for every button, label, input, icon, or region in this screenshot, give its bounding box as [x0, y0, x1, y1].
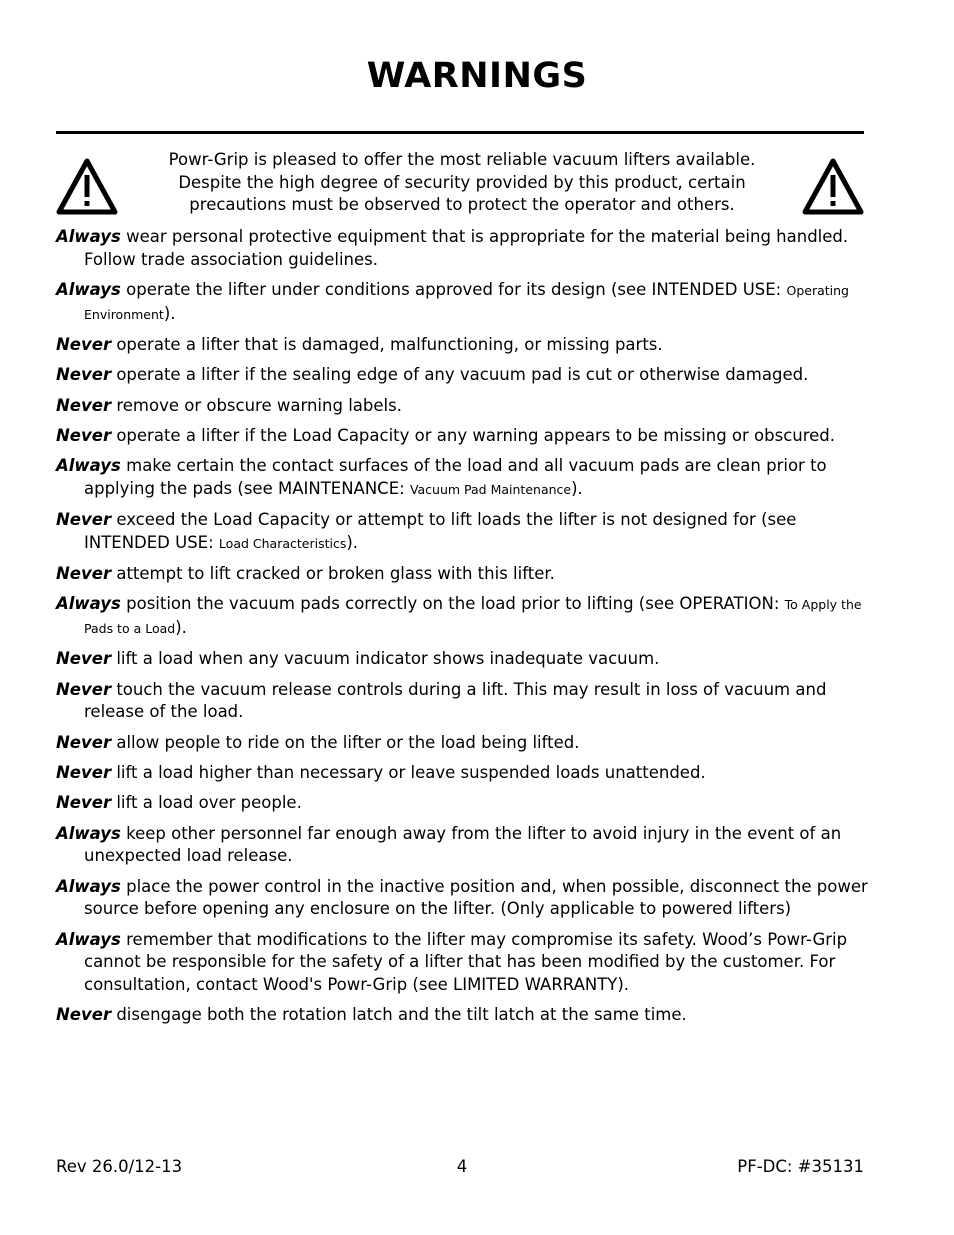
- warning-text: allow people to ride on the lifter or the load being lifted.: [111, 732, 580, 752]
- warning-keyword: Always: [56, 594, 121, 614]
- warning-item: [56, 679, 871, 724]
- warning-item: [56, 509, 871, 555]
- warning-item: [56, 455, 871, 501]
- warning-keyword: Never: [56, 1005, 112, 1025]
- warning-text: exceed the Load Capacity or attempt to lift loads the lifter is not designed for (see INTENDED USE:: [84, 510, 797, 552]
- warning-text: lift a load when any vacuum indicator shows inadequate vacuum.: [111, 649, 660, 669]
- warning-text: remember that modifications to the lifter may compromise its safety. Wood’s Powr-Grip cannot be responsible for the safety of a lifter that has been modified by the customer. For consultation, contact Wood's Powr-Grip (see LIMITED WARRANTY).: [84, 929, 848, 995]
- warning-item: [56, 593, 871, 640]
- warning-item: [56, 279, 871, 326]
- warning-item: [56, 792, 871, 815]
- intro-text: [150, 149, 774, 217]
- warning-keyword: Never: [56, 679, 112, 699]
- warning-keyword: Never: [56, 335, 112, 354]
- warning-list: [56, 226, 871, 1035]
- footer-revision: Rev 26.0/12-13: [56, 1157, 183, 1176]
- warning-item: [56, 226, 871, 271]
- warning-keyword: Never: [56, 425, 112, 445]
- warning-text: keep other personnel far enough away from the lifter to avoid injury in the event of an unexpected load release.: [84, 823, 842, 866]
- intro-line: Despite the high degree of security provided by this product, certain: [178, 172, 746, 192]
- warning-text: touch the vacuum release controls during a lift. This may result in loss of vacuum and release of the load.: [84, 679, 827, 722]
- warning-item: [56, 762, 871, 785]
- warning-item: [56, 648, 871, 671]
- warning-item: [56, 425, 871, 448]
- warning-keyword: Never: [56, 510, 112, 530]
- intro-line: Powr-Grip is pleased to offer the most reliable vacuum lifters available.: [168, 150, 756, 169]
- warning-keyword: Never: [56, 793, 112, 813]
- warning-item: [56, 395, 871, 418]
- warning-text: place the power control in the inactive position and, when possible, disconnect the power source before opening any enclosure on the lifter. (Only applicable to powered lifters): [84, 876, 868, 919]
- warning-item: [56, 929, 871, 997]
- warning-text: operate the lifter under conditions approved for its design (see INTENDED USE:: [120, 280, 787, 299]
- warning-item: [56, 334, 871, 357]
- warning-text: lift a load over people.: [111, 793, 302, 813]
- warning-text: remove or obscure warning labels.: [111, 395, 402, 415]
- intro-line: precautions must be observed to protect the operator and others.: [189, 195, 735, 215]
- warning-text: disengage both the rotation latch and the tilt latch at the same time.: [111, 1005, 687, 1025]
- title-divider: [56, 131, 864, 134]
- warning-triangle-icon: [55, 157, 119, 217]
- warning-keyword: Always: [56, 823, 121, 843]
- footer-doc-id: PF-DC: #35131: [737, 1157, 864, 1176]
- warning-item: [56, 823, 871, 868]
- warning-text: lift a load higher than necessary or leave suspended loads unattended.: [111, 763, 706, 783]
- section-reference: To Apply the Pads to a Load: [84, 597, 862, 637]
- warning-text: operate a lifter if the sealing edge of any vacuum pad is cut or otherwise damaged.: [111, 365, 809, 385]
- warning-keyword: Never: [56, 395, 112, 415]
- warning-item: [56, 364, 871, 387]
- warning-text: operate a lifter that is damaged, malfunctioning, or missing parts.: [111, 335, 663, 354]
- warning-text: position the vacuum pads correctly on the load prior to lifting (see OPERATION:: [120, 594, 785, 614]
- warning-keyword: Always: [56, 929, 121, 949]
- section-reference: Load Characteristics: [218, 535, 347, 551]
- warning-text-tail: ).: [571, 478, 583, 498]
- warning-keyword: Never: [56, 649, 112, 669]
- warning-text: make certain the contact surfaces of the load and all vacuum pads are clean prior to applying the pads (see MAINTENANCE:: [84, 456, 827, 498]
- warning-text: operate a lifter if the Load Capacity or any warning appears to be missing or obscured.: [111, 425, 836, 445]
- page-title: WARNINGS: [366, 56, 588, 96]
- warning-text-tail: ).: [175, 618, 187, 638]
- warning-text: wear personal protective equipment that is appropriate for the material being handled. Follow trade association guidelines.: [84, 227, 849, 269]
- warning-keyword: Always: [56, 280, 121, 299]
- warning-text-tail: ).: [346, 532, 359, 552]
- warning-keyword: Never: [56, 564, 112, 584]
- footer-page-number: 4: [456, 1157, 468, 1176]
- warning-text: attempt to lift cracked or broken glass with this lifter.: [111, 564, 555, 584]
- warning-keyword: Never: [56, 365, 112, 385]
- warning-triangle-icon: [801, 157, 865, 217]
- warning-keyword: Always: [56, 227, 121, 246]
- warning-text-tail: ).: [163, 303, 176, 323]
- section-reference: Vacuum Pad Maintenance: [409, 481, 572, 497]
- warning-keyword: Always: [56, 876, 121, 896]
- warning-keyword: Never: [56, 763, 112, 783]
- warning-keyword: Never: [56, 732, 112, 752]
- section-reference: Operating Environment: [84, 283, 849, 322]
- warning-item: [56, 1004, 871, 1027]
- warning-item: [56, 732, 871, 755]
- warning-keyword: Always: [56, 456, 121, 476]
- warning-item: [56, 876, 871, 921]
- warning-item: [56, 563, 871, 586]
